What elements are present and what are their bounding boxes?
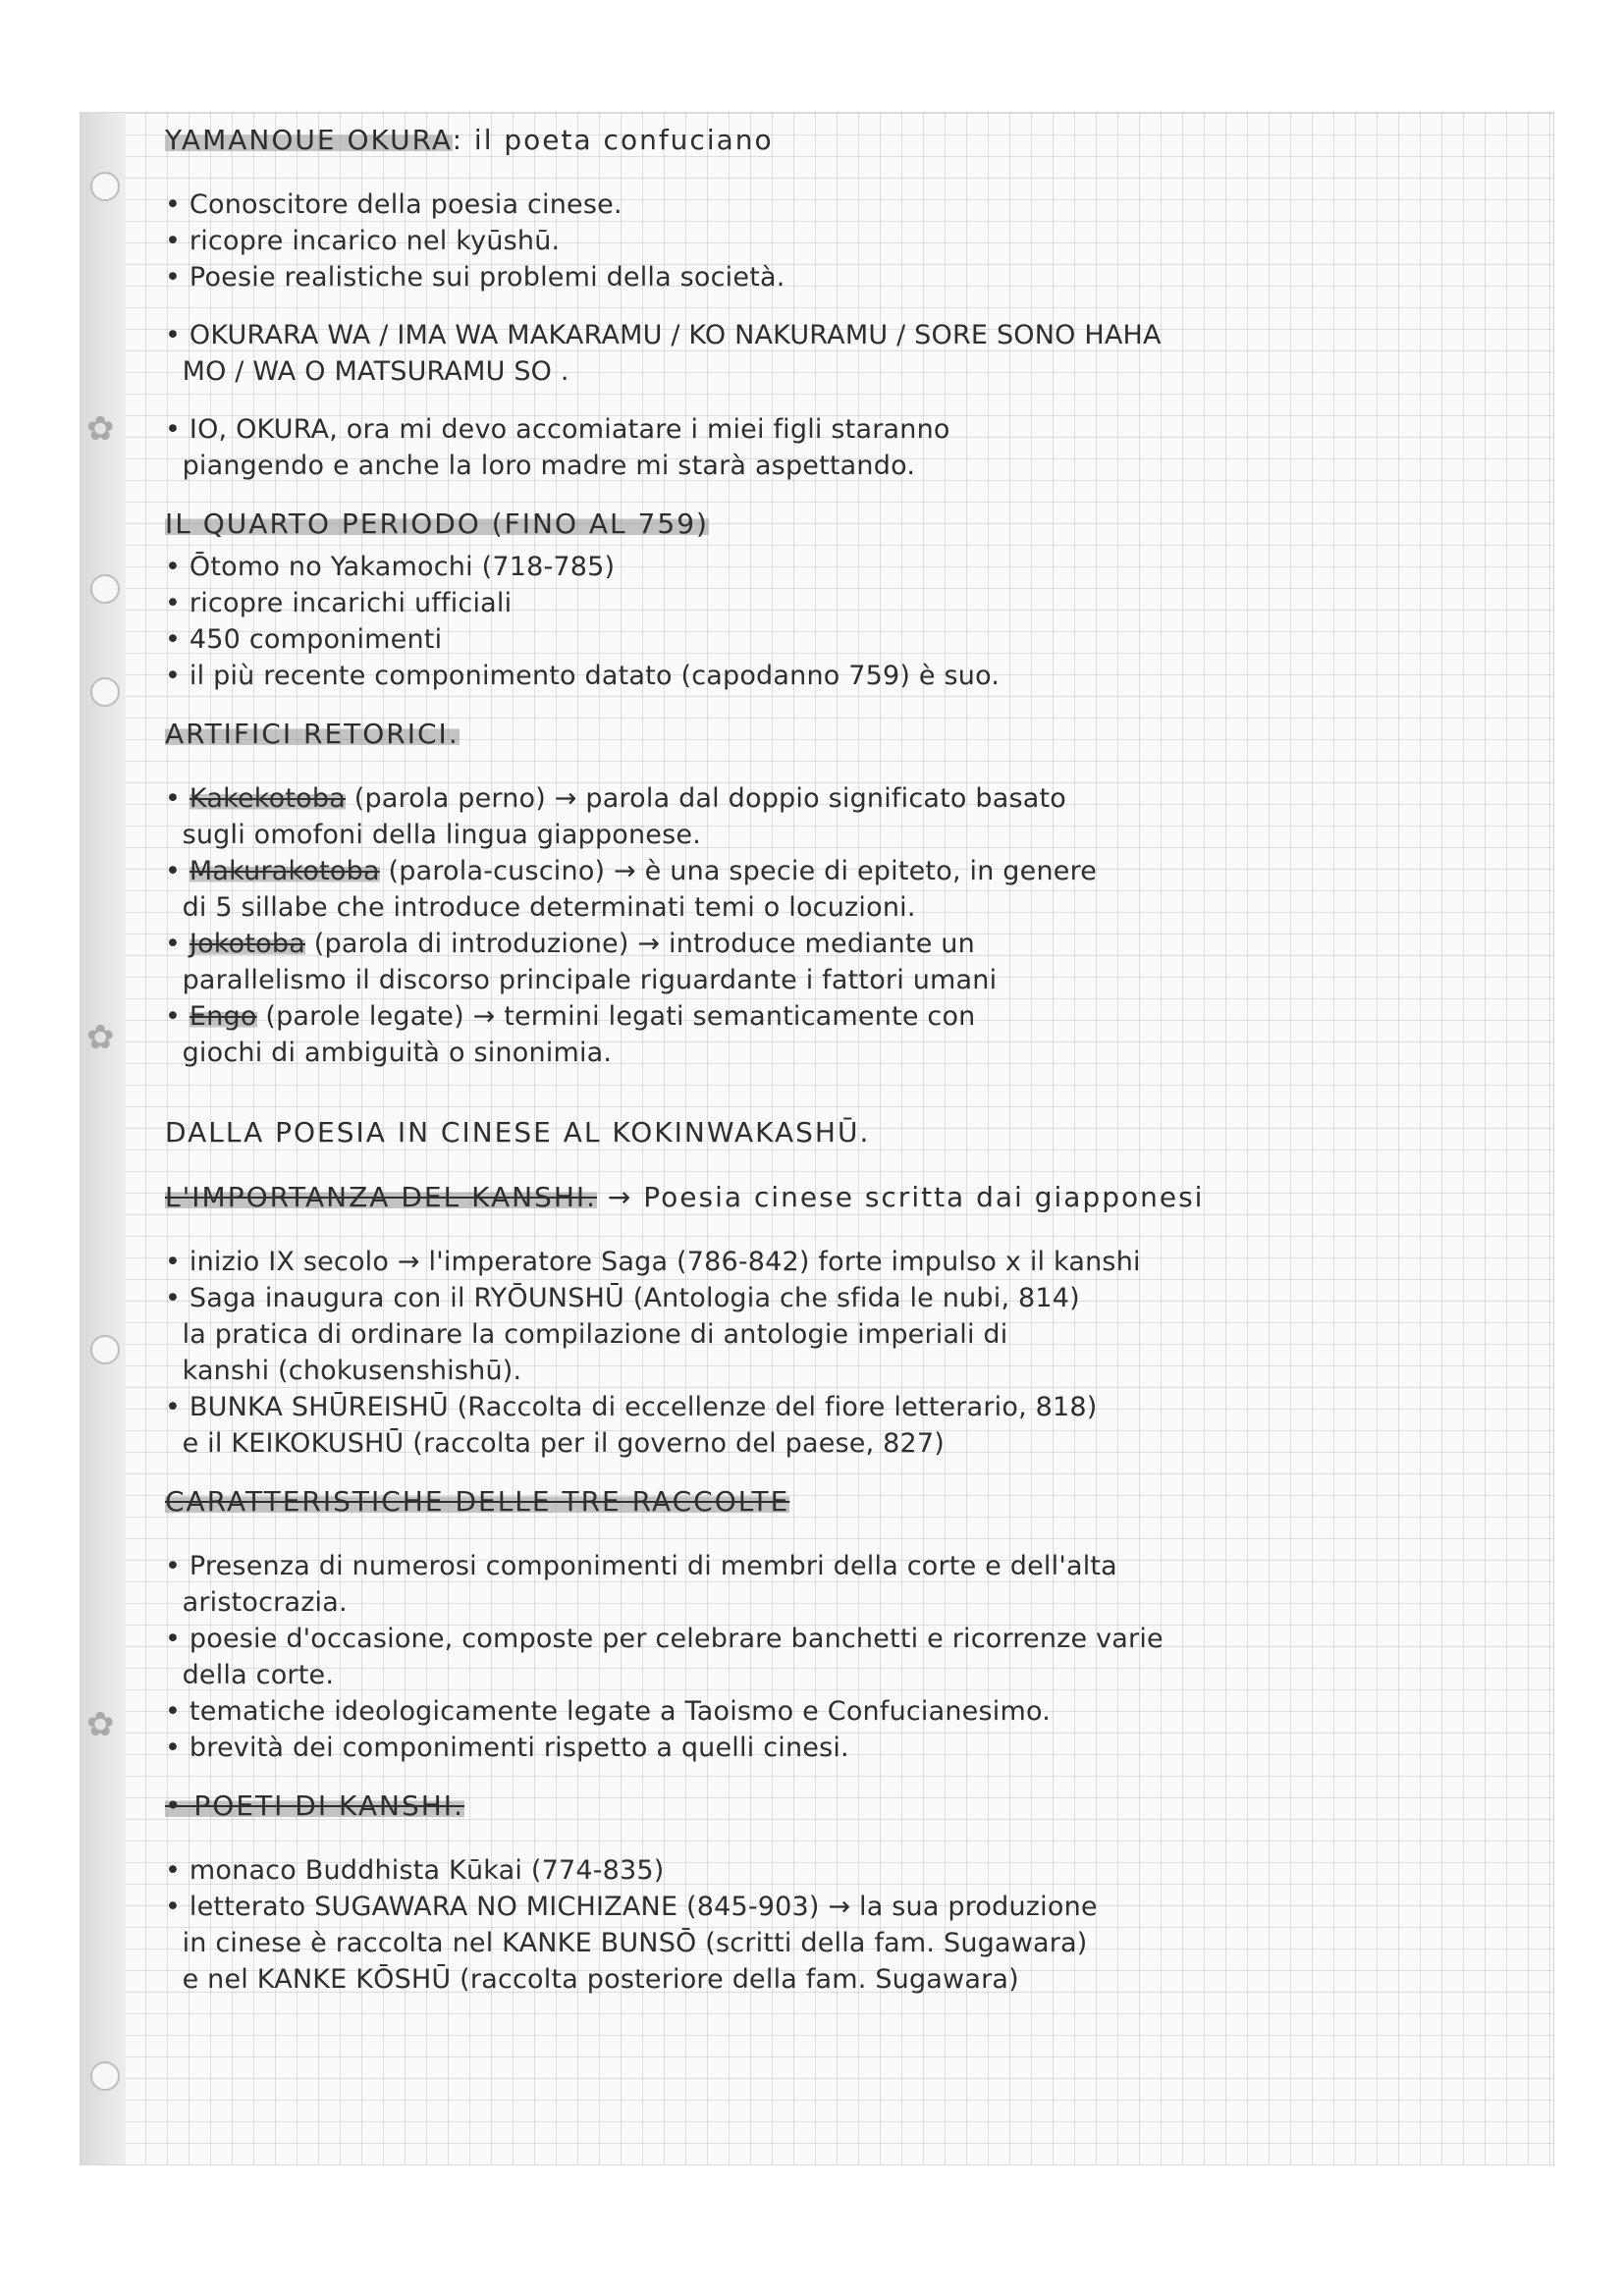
spacer bbox=[165, 1071, 1540, 1093]
term-definition: giochi di ambiguità o sinonimia. bbox=[182, 1038, 613, 1068]
term-definition: parallelismo il discorso principale riguardante i fattori umani bbox=[182, 965, 998, 995]
term-line: • Kakekotoba (parola perno) → parola dal doppio significato basato bbox=[165, 783, 1067, 814]
poem-text: OKURARA WA / IMA WA MAKARAMU / KO NAKURAMU / SORE SONO HAHA bbox=[189, 320, 1162, 350]
term-highlight: Engo bbox=[189, 1001, 257, 1032]
translation-line bbox=[165, 448, 1540, 484]
heading-highlight: YAMANOUE OKURA bbox=[165, 124, 453, 156]
heading-highlight: • POETI DI KANSHI. bbox=[165, 1789, 464, 1822]
section-heading bbox=[165, 1477, 1540, 1526]
bullet-text: Conoscitore della poesia cinese. bbox=[189, 189, 623, 220]
bullet-text: il più recente componimento datato (capodanno 759) è suo. bbox=[189, 661, 1001, 691]
poem-line: • OKURARA WA / IMA WA MAKARAMU / KO NAKURAMU / SORE SONO HAHA bbox=[165, 320, 1162, 350]
text-line bbox=[165, 1280, 1540, 1316]
term-definition: di 5 sillabe che introduce determinati temi o locuzioni. bbox=[182, 892, 916, 923]
text-line bbox=[165, 1316, 1540, 1353]
text-line bbox=[165, 1657, 1540, 1693]
text-line bbox=[165, 1730, 1540, 1766]
spacer bbox=[165, 165, 1540, 187]
term-line bbox=[165, 962, 1540, 998]
text-line bbox=[165, 1961, 1540, 1998]
heading-highlight: L'IMPORTANZA DEL KANSHI. bbox=[165, 1181, 598, 1213]
bullet-line: • Poesie realistiche sui problemi della società. bbox=[165, 262, 785, 293]
term-line: • Makurakotoba (parola-cuscino) → è una specie di epiteto, in genere bbox=[165, 856, 1098, 886]
line-text: • Saga inaugura con il RYŌUNSHŪ (Antologia che sfida le nubi, 814) bbox=[165, 1283, 1080, 1313]
line-text: aristocrazia. bbox=[182, 1587, 348, 1618]
heading-highlight: CARATTERISTICHE DELLE TRE RACCOLTE bbox=[165, 1485, 790, 1518]
heading-highlight: IL QUARTO PERIODO (FINO AL 759) bbox=[165, 507, 709, 540]
poem-text: MO / WA O MATSURAMU SO . bbox=[182, 356, 569, 387]
text-line bbox=[165, 1548, 1540, 1584]
line-text: • BUNKA SHŪREISHŪ (Raccolta di eccellenze del fiore letterario, 818) bbox=[165, 1392, 1098, 1422]
text-line bbox=[165, 1925, 1540, 1961]
term-line bbox=[165, 817, 1540, 853]
bullet-line: • il più recente componimento datato (capodanno 759) è suo. bbox=[165, 661, 1001, 691]
section-heading bbox=[165, 116, 1540, 165]
line-text: kanshi (chokusenshishū). bbox=[182, 1356, 522, 1386]
bullet-text: Ōtomo no Yakamochi (718-785) bbox=[189, 552, 616, 582]
bullet-line: • 450 componimenti bbox=[165, 624, 443, 655]
term-definition: (parole legate) → termini legati semanticamente con bbox=[256, 1001, 976, 1032]
bullet-text: ricopre incarichi ufficiali bbox=[189, 588, 513, 618]
term-line bbox=[165, 1035, 1540, 1071]
heading-subtitle: : il poeta confuciano bbox=[452, 124, 774, 156]
heading-subtitle: → Poesia cinese scritta dai giapponesi bbox=[597, 1181, 1205, 1213]
term-highlight: Kakekotoba bbox=[189, 783, 346, 814]
bullet-text: Poesie realistiche sui problemi della società. bbox=[189, 262, 785, 293]
translation-line: • IO, OKURA, ora mi devo accomiatare i miei figli staranno bbox=[165, 414, 950, 445]
term-definition: (parola di introduzione) → introduce mediante un bbox=[305, 929, 975, 959]
spacer bbox=[165, 1831, 1540, 1852]
line-text: e il KEIKOKUSHŪ (raccolta per il governo del paese, 827) bbox=[182, 1428, 946, 1459]
bullet-line: • ricopre incarico nel kyūshū. bbox=[165, 226, 561, 256]
text-line bbox=[165, 1425, 1540, 1462]
text-line bbox=[165, 1889, 1540, 1925]
line-text: • inizio IX secolo → l'imperatore Saga (786-842) forte impulso x il kanshi bbox=[165, 1247, 1141, 1277]
flower-doodle-icon: ✿ bbox=[86, 409, 115, 449]
term-line: • Jokotoba (parola di introduzione) → introduce mediante un bbox=[165, 929, 975, 959]
spacer bbox=[165, 295, 1540, 317]
spacer bbox=[165, 1222, 1540, 1244]
term-highlight: Makurakotoba bbox=[189, 856, 380, 886]
spacer bbox=[165, 759, 1540, 780]
bullet-text: 450 componimenti bbox=[189, 624, 443, 655]
section-heading bbox=[165, 500, 1540, 549]
text-line bbox=[165, 1584, 1540, 1621]
term-definition: (parola perno) → parola dal doppio significato basato bbox=[345, 783, 1067, 814]
line-text: • brevità dei componimenti rispetto a quelli cinesi. bbox=[165, 1733, 849, 1763]
term-definition: (parola-cuscino) → è una specie di epiteto, in genere bbox=[379, 856, 1098, 886]
text-line bbox=[165, 1353, 1540, 1389]
bullet-line: • Conoscitore della poesia cinese. bbox=[165, 189, 623, 220]
line-text: e nel KANKE KŌSHŪ (raccolta posteriore della fam. Sugawara) bbox=[182, 1964, 1019, 1995]
section-heading bbox=[165, 710, 1540, 759]
term-highlight: Jokotoba bbox=[189, 929, 305, 959]
line-text: • letterato SUGAWARA NO MICHIZANE (845-903) → la sua produzione bbox=[165, 1892, 1098, 1922]
poem-line bbox=[165, 353, 1540, 390]
binder-hole bbox=[90, 172, 120, 201]
flower-doodle-icon: ✿ bbox=[86, 1705, 115, 1744]
line-text: • Presenza di numerosi componimenti di membri della corte e dell'alta bbox=[165, 1551, 1117, 1581]
term-line bbox=[165, 889, 1540, 926]
text-line bbox=[165, 1244, 1540, 1280]
bullet-line: • ricopre incarichi ufficiali bbox=[165, 588, 513, 618]
text-line bbox=[165, 1852, 1540, 1889]
line-text: • monaco Buddhista Kūkai (774-835) bbox=[165, 1855, 665, 1886]
heading-highlight: ARTIFICI RETORICI. bbox=[165, 718, 460, 750]
text-line bbox=[165, 1389, 1540, 1425]
text-line bbox=[165, 1693, 1540, 1730]
handwritten-notes bbox=[165, 116, 1540, 1998]
heading-text: DALLA POESIA IN CINESE AL KOKINWAKASHŪ. bbox=[165, 1116, 871, 1148]
translation-text: piangendo e anche la loro madre mi starà aspettando. bbox=[182, 451, 916, 481]
section-heading bbox=[165, 1173, 1540, 1222]
translation-text: IO, OKURA, ora mi devo accomiatare i miei figli staranno bbox=[189, 414, 950, 445]
line-text: della corte. bbox=[182, 1660, 335, 1690]
line-text: la pratica di ordinare la compilazione di antologie imperiali di bbox=[182, 1319, 1008, 1350]
term-line: • Engo (parole legate) → termini legati semanticamente con bbox=[165, 1001, 976, 1032]
section-heading bbox=[165, 1108, 1540, 1157]
binder-hole bbox=[90, 2061, 120, 2091]
line-text: • poesie d'occasione, composte per celebrare banchetti e ricorrenze varie bbox=[165, 1624, 1164, 1654]
binder-hole bbox=[90, 677, 120, 707]
binder-hole bbox=[90, 574, 120, 604]
line-text: in cinese è raccolta nel KANKE BUNSŌ (scritti della fam. Sugawara) bbox=[182, 1928, 1088, 1958]
line-text: • tematiche ideologicamente legate a Taoismo e Confucianesimo. bbox=[165, 1696, 1051, 1727]
spacer bbox=[165, 1526, 1540, 1548]
binder-hole bbox=[90, 1335, 120, 1364]
text-line bbox=[165, 1621, 1540, 1657]
bullet-text: ricopre incarico nel kyūshū. bbox=[189, 226, 561, 256]
flower-doodle-icon: ✿ bbox=[86, 1018, 115, 1057]
term-definition: sugli omofoni della lingua giapponese. bbox=[182, 820, 701, 850]
section-heading bbox=[165, 1782, 1540, 1831]
spacer bbox=[165, 390, 1540, 411]
bullet-line: • Ōtomo no Yakamochi (718-785) bbox=[165, 552, 616, 582]
